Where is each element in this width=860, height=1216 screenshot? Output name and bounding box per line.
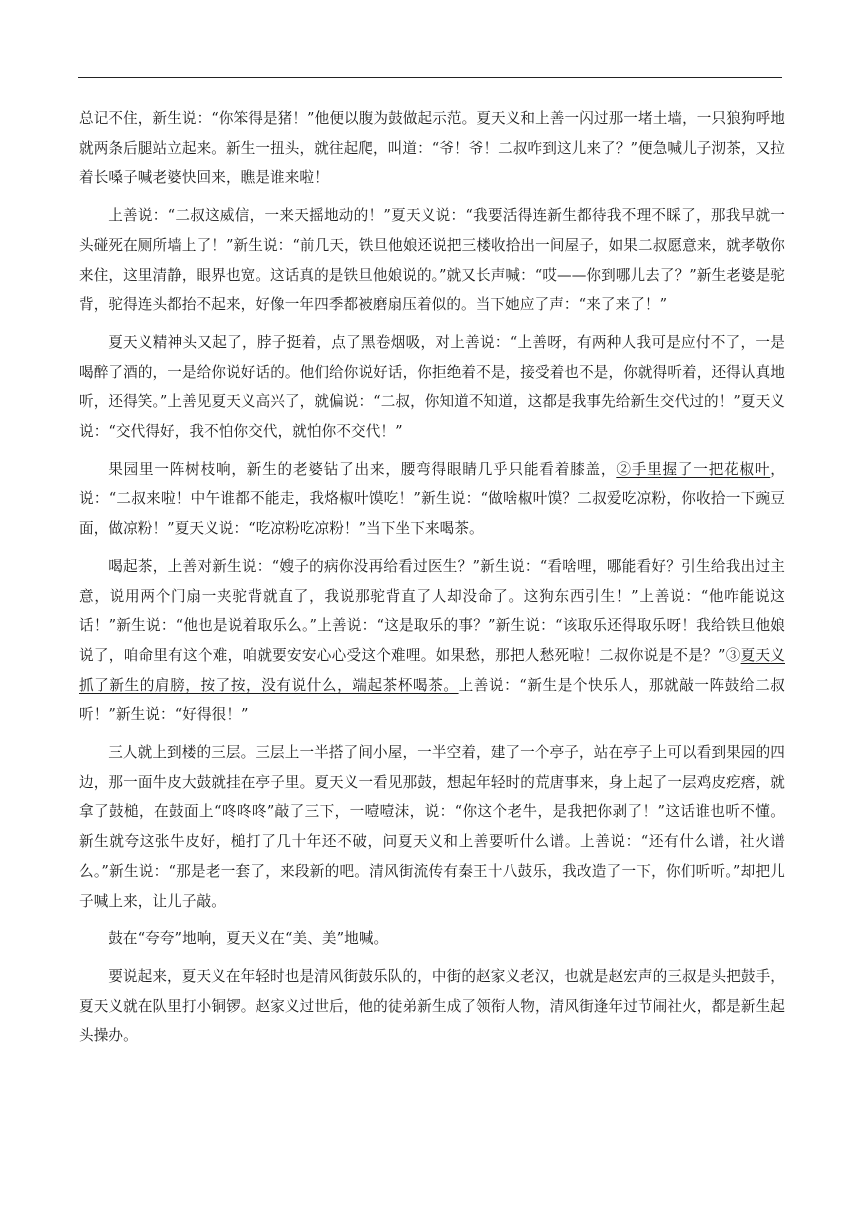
paragraph-text: 上善说：“新生是个快乐人，那就敲一阵鼓给二叔听！”新生说：“好得很！” xyxy=(79,676,785,724)
underlined-sentence-3: 夏天义抓了新生的肩膀，按了按，没有说什么，端起茶杯喝茶。 xyxy=(79,646,785,694)
paragraph-text: 上善说：“二叔这威信，一来天摇地动的！”夏天义说：“我要活得连新生都待我不理不睬了，那我早就一头碰死在厕所墙上了！”新生说：“前几天，铁旦他娘还说把三楼收拾出一间屋子，如果二叔愿意来，就孝敬你来住，这里清静，眼界也宽。这话真的是铁旦他娘说的。”就又长声喊：“哎——你到哪儿去了？”新生老婆是驼背，驼得连头都抬不起来，好像一年四季都被磨扇压着似的。当下她应了声：“来了来了！” xyxy=(79,207,785,314)
paragraph xyxy=(79,552,785,730)
paragraph xyxy=(79,738,785,916)
paragraph-text: 夏天义精神头又起了，脖子挺着，点了黑卷烟吸，对上善说：“上善呀，有两种人我可是应付不了，一是喝醉了酒的，一是给你说好话的。他们给你说好话，你拒绝着不是，接受着也不是，你就得听着，还得认真地听，还得笑。”上善见夏天义高兴了，就偏说：“二叔，你知道不知道，这都是我事先给新生交代过的！”夏天义说：“交代得好，我不怕你交代，就怕你不交代！” xyxy=(79,333,785,441)
paragraph xyxy=(79,455,785,544)
paragraph xyxy=(79,328,785,447)
underlined-sentence-2: ②手里握了一把花椒叶 xyxy=(616,460,771,478)
paragraph-text: 总记不住，新生说：“你笨得是猪！”他便以腹为鼓做起示范。夏天义和上善一闪过那一堵土墙，一只狼狗呼地就两条后腿站立起来。新生一扭头，就往起爬，叫道：“爷！爷！二叔咋到这儿来了？”便急喊儿子沏茶，又拉着长嗓子喊老婆快回来，瞧是谁来啦！ xyxy=(79,110,785,187)
header-rule xyxy=(78,77,782,78)
paragraph xyxy=(79,962,785,1051)
paragraph-text: 要说起来，夏天义在年轻时也是清风街鼓乐队的，中街的赵家义老汉，也就是赵宏声的三叔是头把鼓手，夏天义就在队里打小铜锣。赵家义过世后，他的徒弟新生成了领衔人物，清风街逢年过节闹社火，都是新生起头操办。 xyxy=(79,967,785,1045)
paragraph xyxy=(79,104,785,193)
paragraph-text: 果园里一阵树枝响，新生的老婆钻了出来，腰弯得眼睛几乎只能看着膝盖， xyxy=(108,460,617,478)
paragraph xyxy=(79,201,785,320)
paragraph xyxy=(79,924,785,954)
paragraph-text: 喝起茶，上善对新生说：“嫂子的病你没再给看过医生？”新生说：“看啥哩，哪能看好？引生给我出过主意，说用两个门扇一夹驼背就直了，我说那驼背直了人却没命了。这狗东西引生！”上善说：“他咋能说这话！”新生说：“他也是说着取乐么。”上善说：“这是取乐的事？”新生说：“该取乐还得取乐呀！我给铁旦他娘说了，咱命里有这个难，咱就要安安心心受这个难哩。如果愁，那把人愁死啦！二叔你说是不是？”③ xyxy=(79,557,785,664)
article-body xyxy=(79,104,785,1059)
paragraph-text: 鼓在“夸夸”地响，夏天义在“美、美”地喊。 xyxy=(108,930,389,948)
paragraph-text: ，说：“二叔来啦！中午谁都不能走，我烙椒叶馍吃！”新生说：“做啥椒叶馍？二叔爱吃凉粉，你收拾一下豌豆面，做凉粉！”夏天义说：“吃凉粉吃凉粉！”当下坐下来喝茶。 xyxy=(79,460,785,538)
paragraph-text: 三人就上到楼的三层。三层上一半搭了间小屋，一半空着，建了一个亭子，站在亭子上可以看到果园的四边，那一面牛皮大鼓就挂在亭子里。夏天义一看见那鼓，想起年轻时的荒唐事来，身上起了一层鸡皮疙瘩，就拿了鼓槌，在鼓面上“咚咚咚”敲了三下，一噎噎沫，说：“你这个老牛，是我把你剥了！”这话谁也听不懂。新生就夸这张牛皮好，槌打了几十年还不破，问夏天义和上善要听什么谱。上善说：“还有什么谱，社火谱么。”新生说：“那是老一套了，来段新的吧。清风街流传有秦王十八鼓乐，我改造了一下，你们听听。”却把儿子喊上来，让儿子敲。 xyxy=(79,744,785,910)
